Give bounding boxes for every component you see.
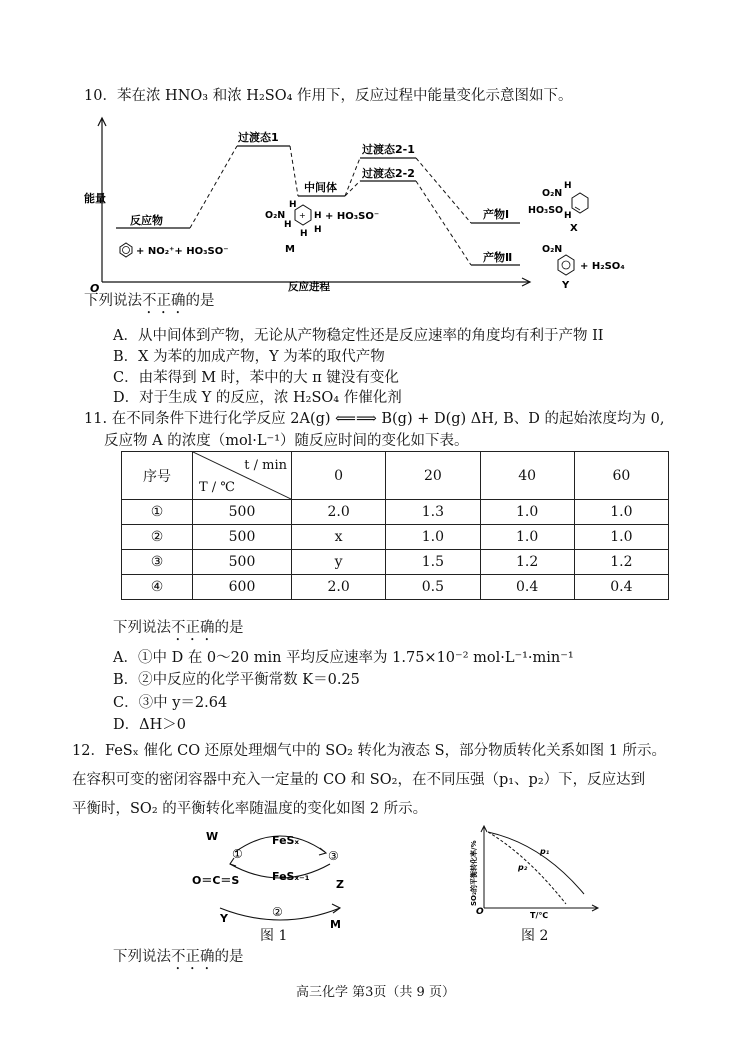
q10-option-b: B．X 为苯的加成产物，Y 为苯的取代产物 [113, 349, 385, 365]
q11-option-b: B．②中反应的化学平衡常数 K＝0.25 [113, 672, 360, 688]
ts22-label: 过渡态2-2 [362, 167, 415, 180]
th-time-2: 40 [480, 452, 574, 500]
ts1-label: 过渡态1 [238, 131, 279, 144]
svg-text:O: O [476, 907, 484, 917]
svg-text:M: M [330, 918, 341, 931]
q11-option-d: D．ΔH＞0 [113, 717, 186, 733]
reactant-label: 反应物 [130, 214, 163, 227]
page-footer: 高三化学 第3页（共 9 页） [296, 985, 455, 1000]
y-label-struct: Y [562, 280, 570, 291]
figure-1-caption: 图 1 [260, 928, 288, 944]
nitrobenzene-icon [558, 255, 574, 275]
svg-text:③: ③ [328, 849, 339, 863]
intermediate-label: 中间体 [304, 181, 337, 194]
svg-text:O₂N: O₂N [542, 244, 563, 255]
svg-text:FeSₓ₋₁: FeSₓ₋₁ [272, 870, 310, 883]
svg-text:Z: Z [336, 878, 344, 891]
q10-option-a: A．从中间体到产物，无论从产物稳定性还是反应速率的角度均有利于产物 II [113, 328, 604, 344]
svg-text:+: + [299, 211, 306, 220]
q10-option-d: D．对于生成 Y 的反应，浓 H₂SO₄ 作催化剂 [113, 390, 402, 406]
q10-prompt: 下列说法不正确的是 [84, 293, 215, 309]
svg-text:①: ① [232, 847, 243, 861]
svg-text:O＝C＝S: O＝C＝S [192, 874, 240, 887]
q12-line1: 12．FeSₓ 催化 CO 还原处理烟气中的 SO₂ 转化为液态 S，部分物质转化关系如图 1 所示。 [72, 743, 667, 759]
q12-line3: 平衡时，SO₂ 的平衡转化率随温度的变化如图 2 所示。 [72, 801, 428, 817]
th-diagonal: t / min T / ℃ [193, 452, 292, 500]
svg-text:Y: Y [220, 912, 228, 925]
x-label: 反应进程 [288, 281, 330, 293]
origin-label: O [90, 282, 100, 295]
figure-2-caption: 图 2 [521, 928, 549, 944]
q10-option-c: C．由苯得到 M 时，苯中的大 π 键没有变化 [113, 370, 399, 386]
q12-prompt: 下列说法不正确的是 [113, 949, 244, 965]
q11-option-c: C．③中 y＝2.64 [113, 695, 228, 711]
svg-text:H: H [314, 211, 322, 221]
x-label-struct: X [570, 223, 578, 234]
svg-text:H: H [289, 200, 297, 210]
q11-stem-line1: 11. 在不同条件下进行化学反应 2A(g) ⟸⟹ B(g) + D(g) ΔH, B、D 的起始浓度均为 0, [84, 411, 665, 427]
table-row: ③ 500 y 1.5 1.2 1.2 [122, 550, 669, 575]
svg-text:O₂N: O₂N [542, 188, 563, 199]
svg-text:H: H [564, 211, 572, 221]
benzene-icon [120, 243, 132, 257]
intermediate-formula: + HO₃SO⁻ [325, 211, 380, 222]
svg-text:W: W [206, 830, 219, 843]
figure-2 [462, 822, 602, 922]
product2-formula: + H₂SO₄ [580, 261, 625, 272]
energy-diagram [80, 110, 680, 300]
q10-stem: 10．苯在浓 HNO₃ 和浓 H₂SO₄ 作用下，反应过程中能量变化示意图如下。 [84, 88, 573, 104]
product1-label: 产物Ⅰ [483, 208, 510, 221]
th-time-1: 20 [386, 452, 480, 500]
svg-text:SO₂的平衡转化率/%: SO₂的平衡转化率/% [470, 840, 478, 906]
svg-text:FeSₓ: FeSₓ [272, 834, 299, 847]
m-label: M [285, 244, 295, 255]
svg-text:T/℃: T/℃ [530, 911, 549, 920]
product2-label: 产物Ⅱ [483, 251, 513, 264]
reactant-formula: + NO₂⁺+ HO₃SO⁻ [136, 246, 229, 257]
q11-prompt: 下列说法不正确的是 [113, 620, 244, 636]
q11-stem-line2: 反应物 A 的浓度（mol·L⁻¹）随反应时间的变化如下表。 [104, 433, 469, 449]
table-row: ④ 600 2.0 0.5 0.4 0.4 [122, 575, 669, 600]
svg-text:H: H [314, 225, 322, 235]
svg-text:O₂N: O₂N [265, 210, 286, 221]
th-time-3: 60 [574, 452, 668, 500]
y-label: 能量 [84, 192, 106, 205]
svg-text:p₁: p₁ [540, 847, 550, 856]
ts21-label: 过渡态2-1 [362, 143, 415, 156]
q12-line2: 在容积可变的密闭容器中充入一定量的 CO 和 SO₂，在不同压强（p₁、p₂）下，反应达到 [72, 772, 646, 788]
svg-text:p₂: p₂ [518, 863, 528, 872]
table-row: ① 500 2.0 1.3 1.0 1.0 [122, 500, 669, 525]
svg-text:HO₃SO: HO₃SO [528, 205, 564, 216]
concentration-table [121, 451, 669, 600]
svg-text:H: H [564, 181, 572, 191]
q11-option-a: A．①中 D 在 0～20 min 平均反应速率为 1.75×10⁻² mol·L⁻¹·min⁻¹ [113, 650, 574, 666]
svg-text:②: ② [272, 905, 283, 919]
th-time-0: 0 [292, 452, 386, 500]
th-index: 序号 [122, 452, 193, 500]
svg-text:H: H [284, 220, 292, 230]
svg-text:H: H [300, 229, 308, 239]
table-row: ② 500 x 1.0 1.0 1.0 [122, 525, 669, 550]
